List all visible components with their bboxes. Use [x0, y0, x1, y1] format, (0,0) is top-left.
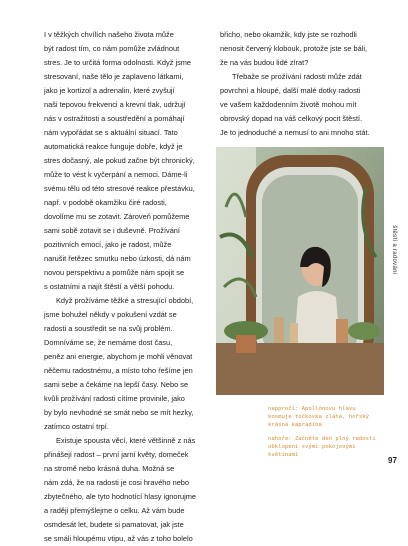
caption-line: nappročí: Apollónovu hlavu [268, 406, 356, 412]
side-caption-text: štěstí a radování [391, 225, 397, 275]
text-line: na stromě nebo krásná duha. Možná se [44, 464, 175, 473]
text-line: nám vypořádat se s aktuální situací. Tato [44, 128, 178, 137]
photo [216, 147, 384, 395]
text-line: břicho, nebo okamžik, kdy jste se rozhodli [220, 30, 357, 39]
caption-line: obklopeni svými pokojovými [268, 444, 356, 450]
text-line: nám zdá, že na radosti je cosi hravého nebo [44, 478, 190, 487]
text-line: Je to jednoduché a nemusí to ani mnoho stát. [220, 128, 370, 137]
text-line: narušit řetězec smutku nebo úzkosti, dá nám [44, 254, 191, 263]
text-line: I v těžkých chvílích našeho života může [44, 30, 174, 39]
text-line: naši tepovou frekvenci a krevní tlak, udržují [44, 100, 186, 109]
text-line: Třebaže se prožívání radosti může zdát [232, 72, 362, 81]
caption-line: nahoře: Začněte den plný radosti [268, 436, 376, 442]
text-line: být radost tím, co nám pomůže zvládnout [44, 44, 180, 53]
text-line: osmdesát let, budete si pamatovat, jak jste [44, 520, 184, 529]
text-line: jsme bohužel někdy v pokušení vzdát se [44, 310, 177, 319]
text-line: kvůli prožívání radosti cítíme provinile, jako [44, 394, 185, 403]
text-line: stres dočasný, ale pokud začne být chronický, [44, 156, 195, 165]
text-line: nenosit červený klobouk, protože jste se báli, [220, 44, 368, 53]
text-line: ve vašem každodenním životě mohou mít [220, 100, 357, 109]
text-line: např. v podobě okamžiku čiré radosti, [44, 198, 167, 207]
text-line: novou perspektivu a pomůže nám spojit se [44, 268, 185, 277]
photo-caption-1 [268, 405, 398, 429]
text-line: nás v ostražitosti a soustředění a pomáhají [44, 114, 185, 123]
caption-line: květinami [268, 452, 299, 458]
text-line: přinášejí radost – první jarní květy, domeček [44, 450, 189, 459]
text-line: Když prožíváme těžké a stresující období, [56, 296, 194, 305]
text-line: Domníváme se, že nemáme dost času, [44, 338, 173, 347]
text-line: jako je kortizol a adrenalin, které zvyšují [44, 86, 175, 95]
text-line: že na vás budou lidé zírat? [220, 58, 309, 67]
text-line: dovolíme mu se zotavit. Zároveň pomůžeme [44, 212, 190, 221]
text-line: něčemu radostnému, a místo toho řešíme jen [44, 366, 193, 375]
text-line: stresovaní, naše tělo je zaplaveno látkami, [44, 72, 184, 81]
text-line: radosti a soustředit se na svůj problém. [44, 324, 173, 333]
text-line: pozitivních emocí, jako je radost, může [44, 240, 172, 249]
left-text-column [44, 28, 199, 546]
photo-illustration [216, 147, 384, 395]
text-line: a raději přemýšlejme o celku. Až vám bude [44, 506, 185, 515]
text-line: může to vést k vyčerpání a nemoci. Dáme-li [44, 170, 188, 179]
text-line: s ostatními a najít štěstí a větší pohodu. [44, 282, 175, 291]
caption-line: krásná kapradina [268, 422, 322, 428]
text-line: obrovský dopad na váš celkový pocit štěstí. [220, 114, 363, 123]
text-line: zatímco ostatní trpí. [44, 422, 109, 431]
text-line: Existuje spousta věcí, které většinně z nás [56, 436, 196, 445]
text-line: automatická reakce funguje dobře, když je [44, 142, 183, 151]
text-line: svému tělu od této stresové reakce přestávku, [44, 184, 195, 193]
text-line: by bylo nevhodné se smát nebo se mít hezky, [44, 408, 194, 417]
text-line: sami sobě zotavit se i duševně. Prožívání [44, 226, 180, 235]
text-line: sami sebe a čekáme na lepší časy. Nebo se [44, 380, 189, 389]
side-caption [388, 205, 400, 295]
text-line: se smáli hloupému vtipu, až vás z toho bolelo [44, 534, 193, 543]
text-line: povrchní a hloupé, další malé dotky radosti [220, 86, 361, 95]
text-line: peněz ani energie, abychom je mohli věnovat [44, 352, 193, 361]
text-line: zbytečného, ale tyto hodnotící hlasy ignorujme [44, 492, 197, 501]
text-line: stres. Je to určitá forma odolnosti. Když jsme [44, 58, 192, 67]
right-text-column [220, 28, 380, 140]
caption-line: kosmuje točkovka zlatá, hořský [268, 414, 370, 420]
photo-caption-2 [268, 435, 398, 459]
page-number: 97 [388, 456, 397, 465]
